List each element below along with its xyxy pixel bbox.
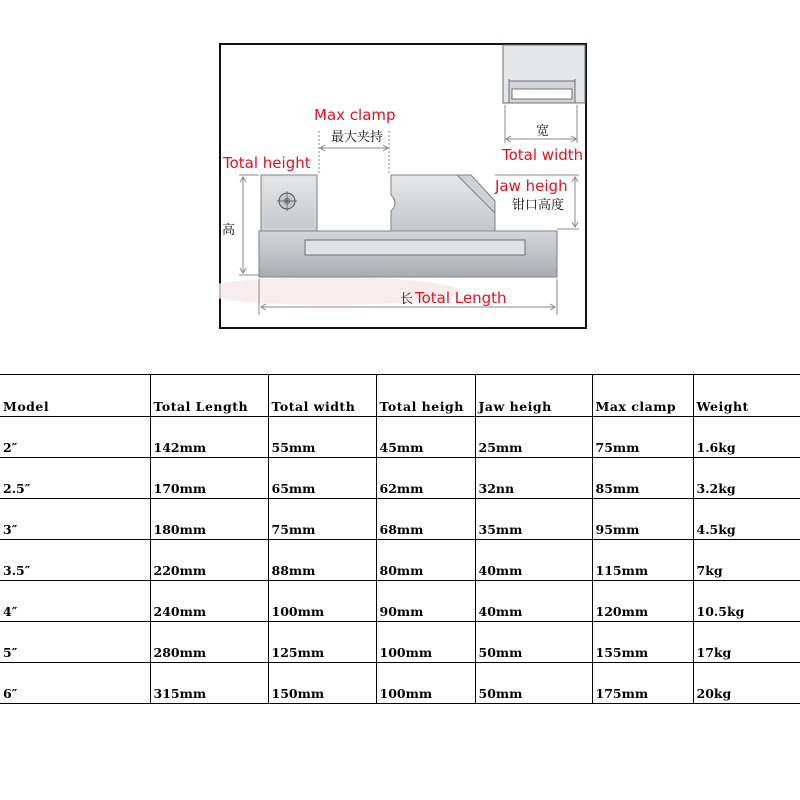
cell-weight: 3.2kg bbox=[693, 458, 800, 499]
cell-model: 6″ bbox=[0, 663, 150, 704]
total-width-label: Total width bbox=[502, 146, 584, 164]
cell-max-clamp: 95mm bbox=[592, 499, 693, 540]
cell-jaw-height: 40mm bbox=[475, 540, 592, 581]
cell-max-clamp: 175mm bbox=[592, 663, 693, 704]
cell-weight: 20kg bbox=[693, 663, 800, 704]
header-weight: Weight bbox=[693, 375, 800, 417]
table-header-row bbox=[0, 375, 800, 417]
cell-model: 3″ bbox=[0, 499, 150, 540]
table-row bbox=[0, 417, 800, 458]
total-height-label-cn: 高 bbox=[222, 223, 236, 238]
cell-total-height: 62mm bbox=[376, 458, 475, 499]
cell-jaw-height: 50mm bbox=[475, 622, 592, 663]
header-model: Model bbox=[0, 375, 150, 417]
cell-jaw-height: 35mm bbox=[475, 499, 592, 540]
table-row bbox=[0, 622, 800, 663]
cell-total-length: 280mm bbox=[150, 622, 268, 663]
total-width-label-cn: 宽 bbox=[536, 124, 550, 139]
cell-model: 2″ bbox=[0, 417, 150, 458]
header-total-length: Total Length bbox=[150, 375, 268, 417]
total-length-label-cn: 长 bbox=[400, 292, 414, 307]
header-total-height: Total heigh bbox=[376, 375, 475, 417]
cell-total-length: 142mm bbox=[150, 417, 268, 458]
header-jaw-height: Jaw heigh bbox=[475, 375, 592, 417]
cell-total-length: 220mm bbox=[150, 540, 268, 581]
cell-max-clamp: 115mm bbox=[592, 540, 693, 581]
cell-total-width: 65mm bbox=[268, 458, 376, 499]
table-row bbox=[0, 663, 800, 704]
cell-total-width: 150mm bbox=[268, 663, 376, 704]
max-clamp-label: Max clamp bbox=[314, 106, 396, 124]
jaw-height-label-cn: 钳口高度 bbox=[512, 198, 565, 213]
vise-dimension-diagram bbox=[219, 43, 587, 329]
cell-weight: 10.5kg bbox=[693, 581, 800, 622]
cell-max-clamp: 155mm bbox=[592, 622, 693, 663]
cell-total-height: 100mm bbox=[376, 622, 475, 663]
cell-total-length: 315mm bbox=[150, 663, 268, 704]
cell-jaw-height: 50mm bbox=[475, 663, 592, 704]
vise-base bbox=[259, 231, 557, 277]
cell-total-height: 90mm bbox=[376, 581, 475, 622]
top-view-detail bbox=[503, 45, 585, 103]
cell-total-width: 125mm bbox=[268, 622, 376, 663]
cell-model: 4″ bbox=[0, 581, 150, 622]
cell-model: 3.5″ bbox=[0, 540, 150, 581]
cell-jaw-height: 40mm bbox=[475, 581, 592, 622]
cell-total-length: 170mm bbox=[150, 458, 268, 499]
table-row bbox=[0, 458, 800, 499]
cell-total-height: 100mm bbox=[376, 663, 475, 704]
cell-max-clamp: 120mm bbox=[592, 581, 693, 622]
cell-total-width: 100mm bbox=[268, 581, 376, 622]
cell-weight: 7kg bbox=[693, 540, 800, 581]
cell-weight: 1.6kg bbox=[693, 417, 800, 458]
table-row bbox=[0, 581, 800, 622]
cell-weight: 17kg bbox=[693, 622, 800, 663]
total-length-label: Total Length bbox=[415, 289, 507, 307]
spec-table bbox=[0, 374, 800, 704]
cell-weight: 4.5kg bbox=[693, 499, 800, 540]
fixed-jaw bbox=[261, 175, 317, 231]
cell-model: 5″ bbox=[0, 622, 150, 663]
cell-model: 2.5″ bbox=[0, 458, 150, 499]
table-row bbox=[0, 540, 800, 581]
cell-max-clamp: 85mm bbox=[592, 458, 693, 499]
cell-total-height: 68mm bbox=[376, 499, 475, 540]
jaw-height-label: Jaw heigh bbox=[495, 177, 568, 195]
max-clamp-label-cn: 最大夹持 bbox=[331, 130, 384, 145]
header-max-clamp: Max clamp bbox=[592, 375, 693, 417]
cell-jaw-height: 32nn bbox=[475, 458, 592, 499]
cell-max-clamp: 75mm bbox=[592, 417, 693, 458]
cell-total-width: 55mm bbox=[268, 417, 376, 458]
cell-total-length: 240mm bbox=[150, 581, 268, 622]
cell-jaw-height: 25mm bbox=[475, 417, 592, 458]
cell-total-height: 80mm bbox=[376, 540, 475, 581]
cell-total-width: 75mm bbox=[268, 499, 376, 540]
cell-total-width: 88mm bbox=[268, 540, 376, 581]
total-height-label: Total height bbox=[223, 154, 311, 172]
table-row bbox=[0, 499, 800, 540]
cell-total-height: 45mm bbox=[376, 417, 475, 458]
moving-jaw bbox=[391, 175, 495, 231]
cell-total-length: 180mm bbox=[150, 499, 268, 540]
header-total-width: Total width bbox=[268, 375, 376, 417]
